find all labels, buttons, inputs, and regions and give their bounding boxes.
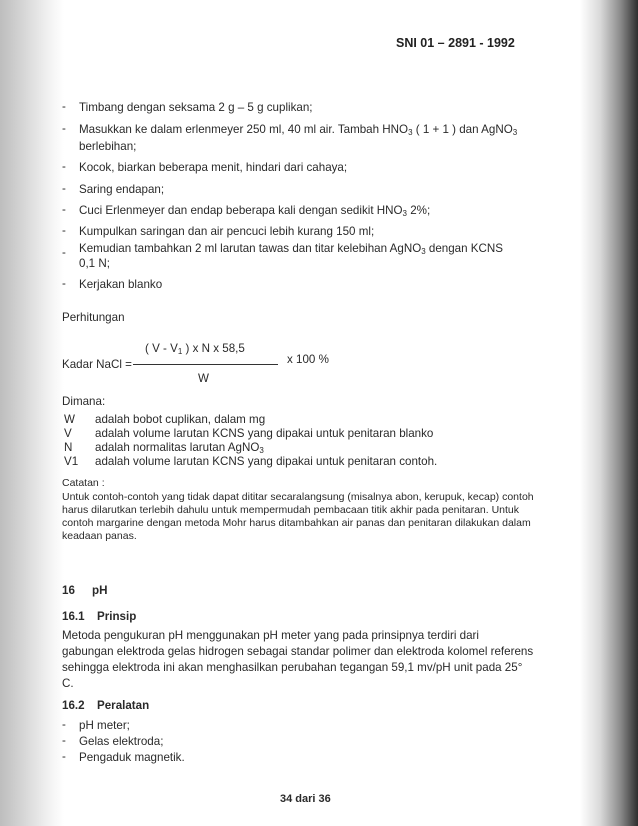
bullet-dash: - (62, 100, 66, 113)
subsection-number: 16.1 (62, 610, 85, 623)
paragraph-line: Metoda pengukuran pH menggunakan pH meter yang pada prinsipnya terdiri dari (62, 629, 479, 642)
step-2: Masukkan ke dalam erlenmeyer 250 ml, 40 ml air. Tambah $HNO_3$ ( 1 + 1 ) dan AgNO$_3$ (79, 123, 518, 137)
paragraph-line: gabungan elektroda gelas hidrogen sebagai standar polimer dan elektroda kolomel referens (62, 645, 534, 658)
subsection-title: Prinsip (97, 610, 137, 623)
formula-multiplier: x 100 % (287, 353, 329, 366)
paragraph-line: sehingga elektroda ini akan menghasilkan perubahan tegangan 59,1 mv/pH unit pada 25° (62, 661, 523, 674)
note-line: Untuk contoh-contoh yang tidak dapat dititar secaralangsung (misalnya abon, kerupuk, kecap) contoh (62, 491, 534, 503)
where-symbol: V1 (64, 455, 79, 468)
where-desc: adalah volume larutan KCNS yang dipakai untuk penitaran blanko (95, 427, 434, 440)
bullet-dash: - (62, 277, 66, 290)
note-line: keadaan panas. (62, 530, 137, 542)
where-symbol: W (64, 413, 75, 426)
step-3: Kocok, biarkan beberapa menit, hindari dari cahaya; (79, 161, 348, 174)
page-number: 34 dari 36 (280, 793, 331, 805)
bullet-dash: - (62, 734, 66, 747)
bullet-dash: - (62, 224, 66, 237)
bullet-dash: - (62, 203, 66, 216)
step-2-cont: berlebihan; (79, 140, 137, 153)
calc-heading: Perhitungan (62, 311, 125, 324)
where-desc: adalah normalitas larutan AgNO$_3$ (95, 441, 264, 455)
step-4: Saring endapan; (79, 183, 165, 196)
section-number: 16 (62, 584, 75, 597)
document-code: SNI 01 – 2891 - 1992 (396, 36, 515, 50)
formula-label: Kadar NaCl = (62, 358, 132, 371)
bullet-dash: - (62, 160, 66, 173)
note-line: harus dilarutkan terlebih dahulu untuk mempermudah pembacaan titik akhir pada penitaran. Untuk (62, 504, 520, 516)
step-6: Kumpulkan saringan dan air pencuci lebih kurang 150 ml; (79, 225, 375, 238)
equipment-item: Gelas elektroda; (79, 735, 164, 748)
where-symbol: V (64, 427, 72, 440)
step-5: Cuci Erlenmeyer dan endap beberapa kali dengan sedikit $HNO_3$ 2%; (79, 204, 431, 218)
where-desc: adalah bobot cuplikan, dalam mg (95, 413, 266, 426)
note-line: contoh margarine dengan metoda Mohr harus ditambahkan air panas dan penitaran dilakukan dalam (62, 517, 531, 529)
step-8: Kerjakan blanko (79, 278, 163, 291)
formula-numerator: ( V - $V_1$ ) x N x 58,5 (145, 342, 245, 356)
where-heading: Dimana: (62, 395, 106, 408)
bullet-dash: - (62, 246, 66, 259)
bullet-dash: - (62, 122, 66, 135)
bullet-dash: - (62, 750, 66, 763)
paragraph-line: C. (62, 677, 74, 690)
equipment-item: Pengaduk magnetik. (79, 751, 185, 764)
subsection-number: 16.2 (62, 699, 85, 712)
where-symbol: N (64, 441, 73, 454)
step-7: Kemudian tambahkan 2 ml larutan tawas dan titar kelebihan AgNO$_3$ dengan KCNS (79, 242, 504, 256)
bullet-dash: - (62, 182, 66, 195)
note-heading: Catatan : (62, 477, 105, 489)
where-desc: adalah volume larutan KCNS yang dipakai untuk penitaran contoh. (95, 455, 438, 468)
step-1: Timbang dengan seksama 2 g – 5 g cuplikan; (79, 101, 313, 114)
subsection-title: Peralatan (97, 699, 150, 712)
equipment-item: pH meter; (79, 719, 130, 732)
fraction-bar (133, 364, 278, 365)
bullet-dash: - (62, 718, 66, 731)
section-title: pH (92, 584, 108, 597)
formula-denominator: W (198, 372, 209, 385)
step-7-cont: 0,1 N; (79, 257, 110, 270)
